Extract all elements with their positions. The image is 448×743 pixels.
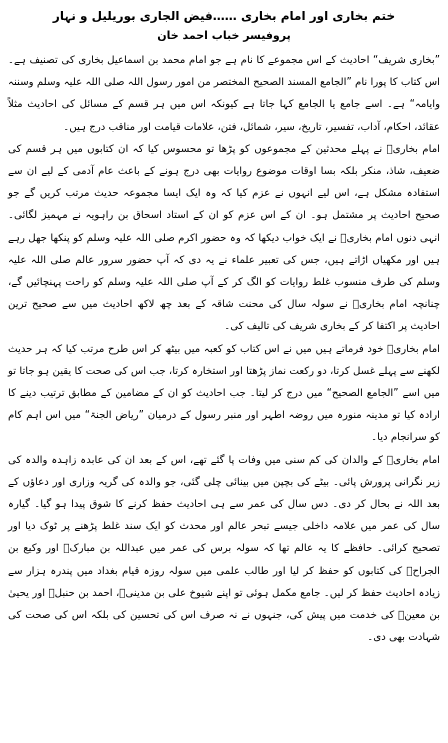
paragraph-3: امام بخاریؒ خود فرماتے ہیں میں نے اس کتاب کو کعبہ میں بیٹھ کر اس طرح مرتب کیا کہ ہر حدیث لکھنے سے پہلے غسل کرتا، دو رکعت نماز پڑھتا اور استخارہ کرتا، جب اس کی صحت کا یقین ہو جاتا تو میں اسے ”الجامع الصحیح“ میں درج کر لیتا۔ جب احادیث کو ان کے مضامین کے مطابق ترتیب دینے کا ارادہ کیا تو مدینہ منورہ میں روضہ اطہر اور منبر رسول کے درمیان ”ریاض الجنۃ“ میں اس اہم کام کو سرانجام دیا۔ (8, 343, 440, 444)
article-title: ختم بخاری اور امام بخاری ……فیض الجاری بوریلیل و نہار (52, 9, 396, 23)
paragraph-1: ”بخاری شریف“ احادیث کے اس مجموعے کا نام ہے جو امام محمد بن اسماعیل بخاری کی تصنیف ہے۔ اس کتاب کا پورا نام ”الجامع المسند الصحیح المختصر من امور رسول اللہ صلی اللہ علیہ وسلم وسننہ وایامہ“ ہے۔ اسے جامع یا الجامع کہا جاتا ہے کیونکہ اس میں ہر قسم کے مسائل کی احادیث مثلاً عقائد، احکام، آداب، تفسیر، تاریخ، سیر، شمائل، فتن، علامات قیامت اور مناقب درج ہیں۔ (8, 55, 440, 133)
author-byline: پروفیسر خباب احمد خان (157, 29, 291, 42)
paragraph-2: امام بخاریؒ نے پہلے محدثین کے مجموعوں کو پڑھا تو محسوس کیا کہ ان کتابوں میں ہر قسم کی ضعیف، شاذ، منکر بلکہ بسا اوقات موضوع روایات بھی درج ہونے کے باعث عام آدمی کے لیے ان سے استفادہ مشکل ہے، اس لیے انہوں نے عزم کیا کہ وہ ایک ایسا مجموعہ حدیث مرتب کریں گے جو صحیح احادیث پر مشتمل ہو۔ ان کے اس عزم کو ان کے استاد اسحاق بن راہویہ نے مہمیز لگائی۔ انہی دنوں امام بخاریؒ نے ایک خواب دیکھا کہ وہ حضور اکرم صلی اللہ علیہ وسلم کو پنکھا جھل رہے ہیں اور مکھیاں اڑاتے ہیں، جس کی تعبیر علماء نے یہ دی کہ آپ حضور سرور عالم صلی اللہ علیہ وسلم کی طرف منسوب غلط روایات کو الگ کر کے آپ صلی اللہ علیہ وسلم کو راحت پہنچائیں گے، چنانچہ امام بخاریؒ نے سولہ سال کی محنت شاقہ کے بعد چھ لاکھ احادیث میں سے صحیح ترین احادیث پر اکتفا کر کے بخاری شریف کی تالیف کی۔ (8, 143, 440, 333)
paragraph-4: امام بخاریؒ کے والدان کی کم سنی میں وفات پا گئے تھے، اس کے بعد ان کی عابدہ زاہدہ والدہ کی زیر نگرانی پرورش پائی۔ بیٹے کی بچپن میں بینائی چلی گئی، جو والدہ کی گریہ وزاری اور دعاؤں کے بعد اللہ نے بحال کر دی۔ دس سال کی عمر سے ہی احادیث حفظ کرنے کا شوق پیدا ہو گیا۔ گیارہ سال کی عمر میں علامہ داخلی جیسے تبحر عالم اور محدث کو ایک سند غلط پڑھنے پر ٹوک دیا اور تصحیح کرائی۔ حافظے کا یہ عالم تھا کہ سولہ برس کی عمر میں عبداللہ بن مبارکؒ اور وکیع بن الجراحؒ کی کتابوں کو حفظ کر لیا اور طالب علمی میں سولہ روزہ قیام بغداد میں پندرہ ہزار سے زیادہ احادیث حفظ کر لیں۔ جامع مکمل ہوئی تو اپنے شیوخ علی بن مدینیؒ، احمد بن حنبلؒ اور یحییٰ بن معینؒ کی خدمت میں پیش کی، جنہوں نے نہ صرف اس کی تحسین کی بلکہ اس کی صحت کی شہادت بھی دی۔ (8, 454, 440, 644)
